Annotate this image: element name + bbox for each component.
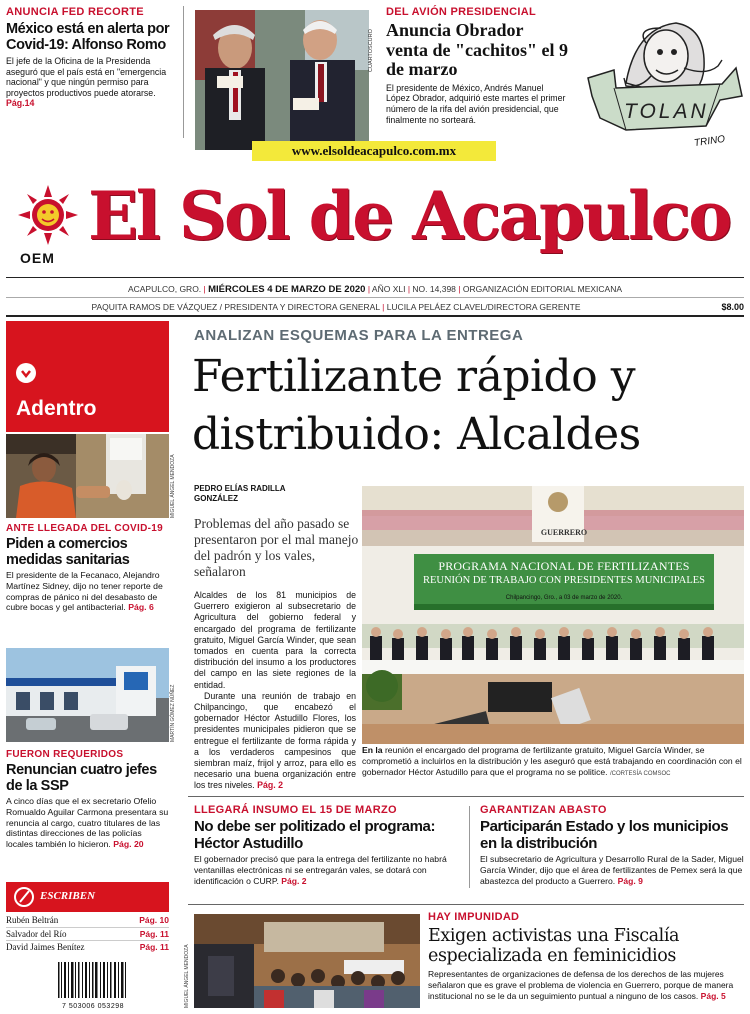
- columnist-name: David Jaimes Benítez: [6, 942, 85, 952]
- masthead-title[interactable]: El Sol de Acapulco: [88, 177, 730, 255]
- page-ref[interactable]: Pág.14: [6, 98, 35, 109]
- story-body: [6, 570, 169, 613]
- barcode-number: 7 503006 053298: [62, 1003, 124, 1010]
- section-divider: [188, 796, 744, 797]
- down-arrow-icon: [16, 363, 36, 383]
- column-divider: [469, 806, 470, 888]
- sidebar-photo-2: [6, 648, 169, 742]
- page-ref[interactable]: Pág. 5: [700, 990, 726, 1001]
- story-body: [6, 796, 169, 850]
- top-photo-image: [195, 10, 369, 150]
- section-divider: [188, 904, 744, 905]
- kicker: LLEGARÁ INSUMO EL 15 DE MARZO: [194, 804, 397, 816]
- story-body: El presidente de México, Andrés Manuel López Obrador, adquirió este martes el primer número de la rifa del avión presidencial, que finalmente no sorteará.: [386, 82, 566, 125]
- main-body-paragraph-2-text: Durante una reunión de trabajo en Chilpancingo, que encabezó el gobernador Héctor Astudillo Flores, los presidentes municipales pidieron que se entregue el fertilizante de forma rápida y a los verdaderos campesinos que siembran maíz, frijol y arroz, para ello es necesario una buena organización entre los tres niveles.: [194, 690, 356, 791]
- main-headline[interactable]: Fertilizante rápido y distribuido: Alcaldes: [192, 351, 641, 460]
- banner-line-1: PROGRAMA NACIONAL DE FERTILIZANTES: [438, 559, 690, 573]
- director: PAQUITA RAMOS DE VÁZQUEZ / PRESIDENTA Y DIRECTORA GENERAL: [91, 302, 380, 312]
- masthead-logo: [16, 183, 80, 266]
- page-ref[interactable]: Pág. 9: [617, 876, 643, 886]
- story-body-text: El subsecretario de Agricultura y Desarrollo Rural de la Sader, Miguel García Winder, dijo que el área de fertilizantes de Pemex será la que abastezca del producto a Guerrero.: [480, 854, 744, 886]
- oem-logo-text: OEM: [20, 250, 55, 266]
- story-body-text: El jefe de la Oficina de la Presidenda aseguró que el país está en "emergencia nacional" y que ningún permiso para proyectos productivos puede atorarse.: [6, 56, 167, 98]
- headline[interactable]: Renuncian cuatro jefes de la SSP: [6, 762, 157, 794]
- story-body: [480, 854, 744, 887]
- story-body-text: Representantes de organizaciones de defensa de los derechos de las mujeres señalaron que es grave el problema de violencia en Guerrero, porque de manera institucional no se le da un seguimiento puntual a ninguno de los casos.: [428, 969, 734, 1001]
- main-body-paragraph-2: [194, 691, 356, 792]
- caption-credit: /CORTESÍA COMSOC: [609, 770, 671, 777]
- dateline-rule-top: [6, 277, 744, 278]
- manager: LUCILA PELÁEZ CLAVEL/DIRECTORA GERENTE: [386, 302, 581, 312]
- page-ref[interactable]: Pág. 2: [257, 780, 283, 791]
- dateline-date: MIÉRCOLES 4 DE MARZO DE 2020: [208, 284, 366, 295]
- barcode-bars: [56, 962, 130, 998]
- headline[interactable]: No debe ser politizado el programa: Héctor Astudillo: [194, 818, 436, 852]
- kicker: FUERON REQUERIDOS: [6, 749, 124, 760]
- banner-line-2: REUNIÓN DE TRABAJO CON PRESIDENTES MUNICIPALES: [422, 575, 706, 586]
- dateline-org: ORGANIZACIÓN EDITORIAL MEXICANA: [462, 284, 623, 294]
- sun-logo-icon: [16, 183, 80, 247]
- columnist-name: Rubén Beltrán: [6, 915, 59, 925]
- columnist-name: Salvador del Río: [6, 928, 67, 939]
- story-body: [194, 854, 460, 887]
- columnist-list: [6, 914, 169, 954]
- bottom-story[interactable]: [428, 911, 744, 1011]
- main-kicker: ANALIZAN ESQUEMAS PARA LA ENTREGA: [194, 327, 524, 344]
- separator: |: [382, 302, 387, 312]
- story-body-text: El gobernador precisó que para la entrega del fertilizante no habrá ventanillas electrónicas ni se entregarán vales, se dotará con identificación o CURP.: [194, 854, 447, 886]
- caption-lead: En la: [362, 745, 383, 755]
- dateline-city: ACAPULCO, GRO.: [127, 284, 202, 294]
- page-ref[interactable]: Pág. 10: [139, 915, 169, 925]
- adentro-label: Adentro: [16, 397, 97, 420]
- main-photo-image: [362, 486, 744, 744]
- page-ref[interactable]: Pág. 6: [128, 602, 154, 613]
- headline[interactable]: Piden a comercios medidas sanitarias: [6, 536, 130, 568]
- sidebar-photo-1-image: [6, 434, 169, 518]
- kicker: GARANTIZAN ABASTO: [480, 804, 607, 816]
- bottom-photo: [194, 914, 420, 1008]
- photo-credit: MIGUEL ÁNGEL MENDOZA: [184, 944, 190, 1008]
- price: $8.00: [721, 302, 744, 312]
- main-body: [194, 590, 356, 792]
- columnist-row[interactable]: [6, 941, 169, 954]
- story-body-text: A cinco días que el ex secretario Ofelio Romualdo Aguilar Carmona presentara su renuncia al cargo, cuatro titulares de las distintas direcciones de las policías locales también lo hicieron.: [6, 796, 169, 850]
- escriben-label: ESCRIBEN: [40, 890, 96, 902]
- bottom-photo-image: [194, 914, 420, 1008]
- headline[interactable]: Exigen activistas una Fiscalía especializada en feminicidios: [428, 926, 680, 966]
- event-banner: [414, 556, 714, 608]
- adentro-box[interactable]: [6, 321, 169, 432]
- story-body-text: El presidente de la Fecanaco, Alejandro Martínez Sidney, dijo no tener reporte de compras de pánico ni del desabasto de cubre bocas y gel antibacterial.: [6, 570, 163, 613]
- sidebar-photo-1: [6, 434, 169, 518]
- barcode: [56, 962, 130, 1008]
- cartoon: [586, 8, 744, 158]
- story-body: [6, 56, 178, 109]
- dateline-number: NO. 14,398: [412, 284, 456, 294]
- banner-sub: Chilpancingo, Gro., a 03 de marzo de 2020.: [505, 595, 623, 601]
- headline[interactable]: México está en alerta por Covid-19: Alfonso Romo: [6, 21, 170, 53]
- kicker: HAY IMPUNIDAD: [428, 911, 520, 923]
- directors-line: [6, 301, 666, 313]
- dateline-rule-bottom: [6, 315, 744, 317]
- main-photo-caption: [362, 745, 744, 779]
- cartoon-signature: TRINO: [693, 133, 726, 150]
- cartoon-caption: TOLAN: [624, 100, 709, 123]
- columnist-row[interactable]: [6, 928, 169, 942]
- page-ref[interactable]: Pág. 2: [281, 876, 307, 886]
- separator: |: [407, 284, 413, 294]
- dateline: [6, 283, 744, 296]
- page-ref[interactable]: Pág. 11: [139, 942, 169, 952]
- secondary-left-story[interactable]: [194, 804, 460, 892]
- separator: |: [203, 284, 209, 294]
- dateline-year: AÑO XLI: [371, 284, 406, 294]
- main-photo: [362, 486, 744, 744]
- main-body-paragraph-1: Alcaldes de los 81 municipios de Guerrero exigieron al subsecretario de Agricultura del gobierno federal y encargado del programa de fertilizante gratuito, Miguel García Winder, que sean tomados en cuenta para la correcta distribución del insumo a los productores del campo en las siete regiones de la entidad.: [194, 590, 356, 690]
- kicker: ANUNCIA FED RECORTE: [6, 6, 144, 18]
- headline[interactable]: Participarán Estado y los municipios en la distribución: [480, 818, 729, 852]
- dateline-rule-mid: [6, 297, 744, 298]
- secondary-right-story[interactable]: [480, 804, 744, 892]
- main-byline: PEDRO ELÍAS RADILLA GONZÁLEZ: [194, 484, 286, 503]
- photo-credit: MARTÍN GÓMEZ NÚÑEZ: [170, 684, 176, 742]
- kicker: ANTE LLEGADA DEL COVID-19: [6, 523, 163, 534]
- photo-credit: CUARTOSCURO: [368, 29, 374, 72]
- column-divider: [183, 6, 184, 138]
- website-url[interactable]: www.elsoldeacapulco.com.mx: [252, 141, 496, 161]
- headline[interactable]: Anuncia Obrador venta de "cachitos" el 9 de marzo: [386, 20, 568, 79]
- sidebar-story-1[interactable]: [6, 523, 169, 643]
- pen-icon: [12, 885, 36, 909]
- sidebar-photo-2-image: [6, 648, 169, 742]
- page-ref[interactable]: Pág. 20: [113, 839, 144, 850]
- sidebar-story-2[interactable]: [6, 749, 169, 875]
- separator: |: [458, 284, 463, 294]
- kicker: DEL AVIÓN PRESIDENCIAL: [386, 6, 537, 18]
- page-ref[interactable]: Pág. 11: [139, 928, 169, 939]
- photo-credit: MIGUEL ÁNGEL MENDOZA: [170, 454, 176, 518]
- columnist-row[interactable]: [6, 914, 169, 928]
- caption-text: reunión el encargado del programa de fertilizante gratuito, Miguel García Winder, se comprometió a incluirlos en la distribución y les aseguró que está trabajando en coordinación con el gobernador Héctor Astudillo para que el programa no se politice.: [362, 745, 742, 777]
- story-body: [428, 969, 744, 1001]
- escriben-header: [6, 882, 169, 912]
- guerrero-sign: GUERRERO: [540, 528, 588, 537]
- top-photo: [195, 10, 369, 150]
- separator: |: [367, 284, 372, 294]
- top-left-story[interactable]: [6, 6, 178, 138]
- main-deck: Problemas del año pasado se presentaron por el mal manejo del padrón y los vales, señalaron: [194, 516, 359, 579]
